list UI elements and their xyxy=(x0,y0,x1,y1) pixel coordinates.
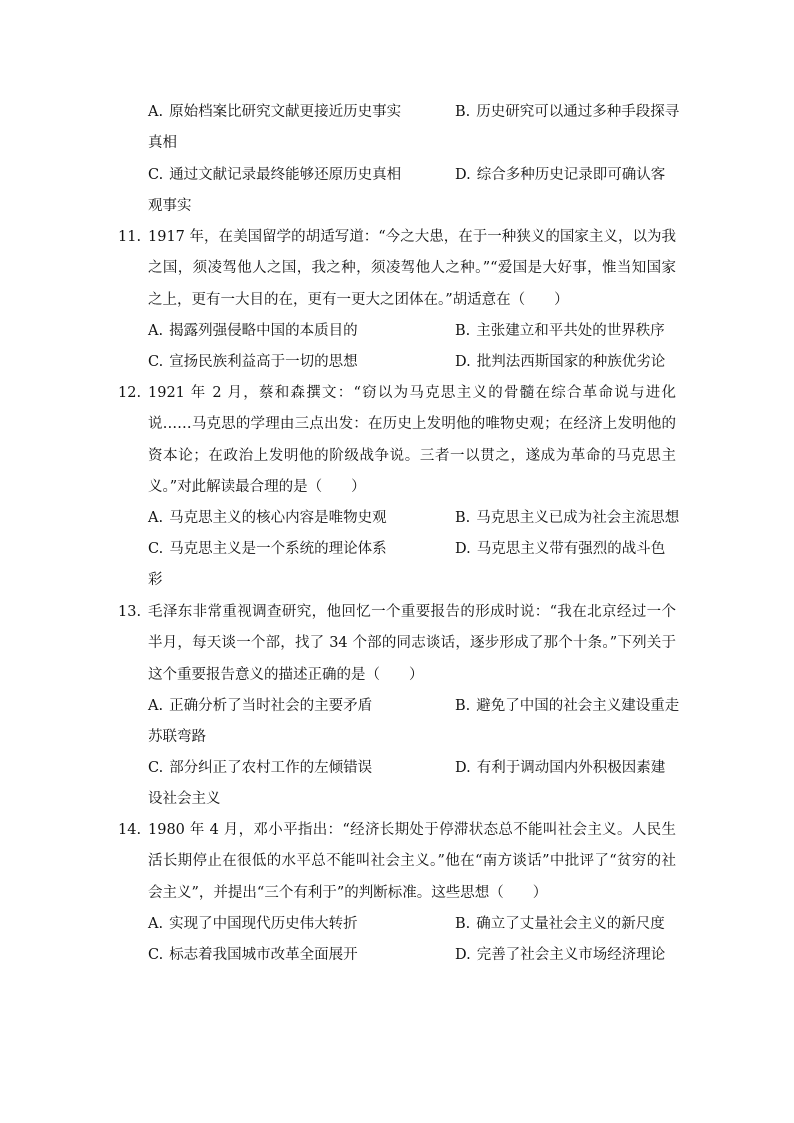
q10-option-d-continued xyxy=(148,196,192,216)
q14-option-a xyxy=(148,914,358,934)
option-label: B. xyxy=(455,510,471,526)
q11-stem: 1917 年，在美国留学的胡适写道：“今之大患，在于一种狭义的国家主义，以为我之国，须凌驾他人之国，我之种，须凌驾他人之种。”“爱国是大好事，惟当知国家之上，更有一大目的在，更有一更大之团体在。”胡适意在（ ） xyxy=(148,229,676,308)
option-label: B. xyxy=(455,323,471,339)
option-label: C. xyxy=(148,760,164,776)
option-text: 马克思主义是一个系统的理论体系 xyxy=(169,541,387,557)
q13-option-d-continued xyxy=(148,789,221,809)
q10-option-c xyxy=(148,165,401,185)
q13-option-b xyxy=(455,696,679,716)
option-text: 实现了中国现代历史伟大转折 xyxy=(169,916,358,932)
option-label: A. xyxy=(148,510,164,526)
q14-option-b xyxy=(455,914,665,934)
q12-option-a xyxy=(148,508,387,528)
q13-stem: 毛泽东非常重视调查研究，他回忆一个重要报告的形成时说：“我在北京经过一个半月，每天谈一个部，找了 34 个部的同志谈话，逐步形成了那个十条。”下列关于这个重要报告意义的描述正确的是（ ） xyxy=(148,604,676,683)
option-text: 确立了丈量社会主义的新尺度 xyxy=(476,916,665,932)
q11-option-c xyxy=(148,352,358,372)
q12-number: 12. xyxy=(118,385,142,401)
option-label: A. xyxy=(148,104,164,120)
q11-number: 11. xyxy=(118,229,142,245)
option-text: 通过文献记录最终能够还原历史真相 xyxy=(169,167,402,183)
option-text: 历史研究可以通过多种手段探寻 xyxy=(476,104,680,120)
option-label: D. xyxy=(455,167,471,183)
option-label: A. xyxy=(148,323,164,339)
option-text: 部分纠正了农村工作的左倾错误 xyxy=(169,760,373,776)
q12-option-d-continued xyxy=(148,570,163,590)
option-text: 有利于调动国内外积极因素建 xyxy=(476,760,666,776)
option-text: 观事实 xyxy=(148,198,192,214)
option-label: B. xyxy=(455,916,471,932)
option-text: 苏联弯路 xyxy=(148,729,206,745)
q13-option-b-continued xyxy=(148,727,206,747)
option-text: 宣扬民族利益高于一切的思想 xyxy=(169,354,358,370)
q11-option-a xyxy=(148,321,358,341)
option-label: B. xyxy=(455,698,471,714)
option-text: 彩 xyxy=(148,572,163,588)
option-text: 揭露列强侵略中国的本质目的 xyxy=(169,323,358,339)
q12-option-c xyxy=(148,539,387,559)
q12-option-b xyxy=(455,508,679,528)
q10-option-d xyxy=(455,165,665,185)
option-text: 完善了社会主义市场经济理论 xyxy=(476,947,666,963)
option-text: 避免了中国的社会主义建设重走 xyxy=(476,698,680,714)
q12-stem: 1921 年 2 月，蔡和森撰文：“窃以为马克思主义的骨髓在综合革命说与进化说……马克思的学理由三点出发：在历史上发明他的唯物史观；在经济上发明他的资本论；在政治上发明他的阶级战争说。三者一以贯之，遂成为革命的马克思主义。”对此解读最合理的是（ ） xyxy=(148,385,676,495)
option-label: D. xyxy=(455,541,471,557)
option-label: A. xyxy=(148,698,164,714)
option-text: 正确分析了当时社会的主要矛盾 xyxy=(169,698,373,714)
q14-option-d xyxy=(455,945,665,965)
q10-option-a xyxy=(148,102,401,122)
option-text: 原始档案比研究文献更接近历史事实 xyxy=(169,104,402,120)
option-label: D. xyxy=(455,354,471,370)
q10-option-b-continued xyxy=(148,133,177,153)
option-text: 主张建立和平共处的世界秩序 xyxy=(476,323,665,339)
q11-option-d xyxy=(455,352,665,372)
option-text: 真相 xyxy=(148,135,177,151)
option-label: B. xyxy=(455,104,471,120)
option-text: 标志着我国城市改革全面展开 xyxy=(169,947,358,963)
option-text: 马克思主义的核心内容是唯物史观 xyxy=(169,510,387,526)
q14-number: 14. xyxy=(118,822,142,838)
q10-option-b xyxy=(455,102,679,122)
q13-option-c xyxy=(148,758,372,778)
option-label: A. xyxy=(148,916,164,932)
option-text: 马克思主义已成为社会主流思想 xyxy=(476,510,680,526)
option-label: D. xyxy=(455,760,471,776)
option-label: C. xyxy=(148,947,164,963)
option-label: D. xyxy=(455,947,471,963)
option-text: 设社会主义 xyxy=(148,791,221,807)
option-label: C. xyxy=(148,354,164,370)
option-label: C. xyxy=(148,541,164,557)
option-label: C. xyxy=(148,167,164,183)
option-text: 批判法西斯国家的种族优劣论 xyxy=(476,354,666,370)
q13-option-d xyxy=(455,758,665,778)
q13-option-a xyxy=(148,696,372,716)
q14-stem: 1980 年 4 月，邓小平指出：“经济长期处于停滞状态总不能叫社会主义。人民生活长期停止在很低的水平总不能叫社会主义。”他在“南方谈话”中批评了“贫穷的社会主义”，并提出“三个有利于”的判断标准。这些思想（ ） xyxy=(148,822,676,901)
q12-option-d xyxy=(455,539,665,559)
q14-option-c xyxy=(148,945,358,965)
option-text: 马克思主义带有强烈的战斗色 xyxy=(476,541,666,557)
q13-number: 13. xyxy=(118,604,142,620)
q11-option-b xyxy=(455,321,665,341)
option-text: 综合多种历史记录即可确认客 xyxy=(476,167,666,183)
